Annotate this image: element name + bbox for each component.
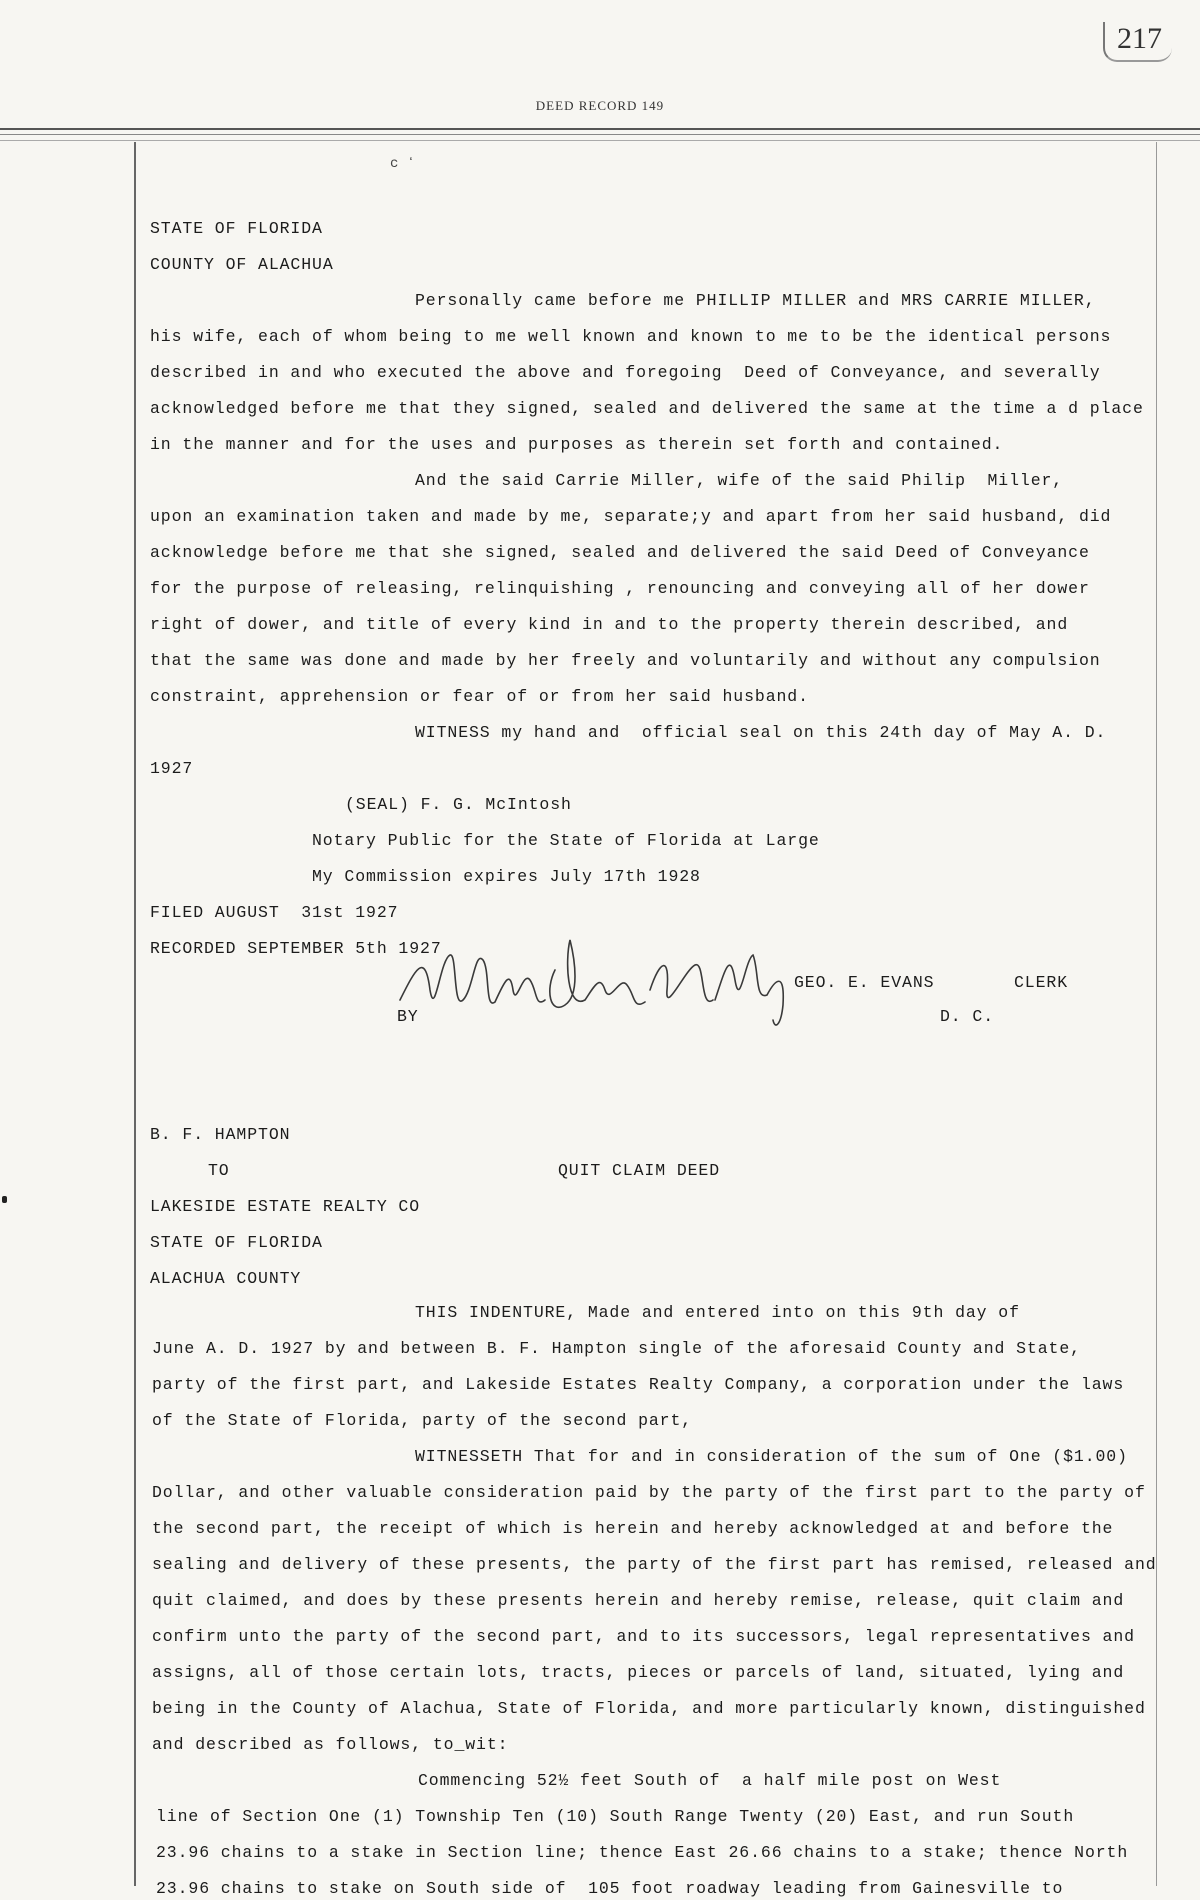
text-line: quit claimed, and does by these presents herein and hereby remise, release, quit claim and bbox=[152, 1591, 1125, 1610]
witness-line: WITNESS my hand and official seal on this 24th day of May A. D. bbox=[415, 723, 1107, 742]
text-line: Personally came before me PHILLIP MILLER and MRS CARRIE MILLER, bbox=[415, 291, 1096, 310]
text-line: assigns, all of those certain lots, tracts, pieces or parcels of land, situated, lying and bbox=[152, 1663, 1125, 1682]
left-margin-rule bbox=[134, 142, 136, 1886]
text-line: And the said Carrie Miller, wife of the said Philip Miller, bbox=[415, 471, 1064, 490]
county-heading: ALACHUA COUNTY bbox=[150, 1269, 302, 1288]
text-line: Commencing 52½ feet South of a half mile post on West bbox=[418, 1771, 1002, 1790]
recorded-date: RECORDED SEPTEMBER 5th 1927 bbox=[150, 939, 442, 958]
text-line: being in the County of Alachua, State of Florida, and more particularly known, distinguished bbox=[152, 1699, 1146, 1718]
to-label: TO bbox=[208, 1161, 230, 1180]
text-line: confirm unto the party of the second part, and to its successors, legal representatives and bbox=[152, 1627, 1135, 1646]
header-rule-tertiary bbox=[0, 140, 1200, 141]
deed-type: QUIT CLAIM DEED bbox=[558, 1161, 721, 1180]
text-line: sealing and delivery of these presents, the party of the first part has remised, released and bbox=[152, 1555, 1157, 1574]
text-line: line of Section One (1) Township Ten (10) South Range Twenty (20) East, and run South bbox=[156, 1807, 1075, 1826]
ink-spot bbox=[2, 1196, 7, 1203]
right-margin-rule bbox=[1156, 142, 1157, 1886]
commission-expiry: My Commission expires July 17th 1928 bbox=[312, 867, 701, 886]
text-line: of the State of Florida, party of the second part, bbox=[152, 1411, 693, 1430]
notary-seal: (SEAL) F. G. McIntosh bbox=[345, 795, 572, 814]
grantee-name: LAKESIDE ESTATE REALTY CO bbox=[150, 1197, 421, 1216]
text-line: upon an examination taken and made by me, separate;y and apart from her said husband, did bbox=[150, 507, 1112, 526]
text-line: constraint, apprehension or fear of or from her said husband. bbox=[150, 687, 809, 706]
text-line: in the manner and for the uses and purposes as therein set forth and contained. bbox=[150, 435, 1004, 454]
text-line: party of the first part, and Lakeside Estates Realty Company, a corporation under the laws bbox=[152, 1375, 1125, 1394]
county-heading: COUNTY OF ALACHUA bbox=[150, 255, 334, 274]
text-line: Dollar, and other valuable consideration paid by the party of the first part to the party of bbox=[152, 1483, 1146, 1502]
by-label: BY bbox=[397, 1007, 419, 1026]
text-line: right of dower, and title of every kind in and to the property therein described, and bbox=[150, 615, 1069, 634]
stray-ink-mark: c ʻ bbox=[390, 156, 416, 172]
grantor-name: B. F. HAMPTON bbox=[150, 1125, 291, 1144]
text-line: acknowledge before me that she signed, sealed and delivered the said Deed of Conveyance bbox=[150, 543, 1090, 562]
text-line: described in and who executed the above and foregoing Deed of Conveyance, and severally bbox=[150, 363, 1101, 382]
text-line: June A. D. 1927 by and between B. F. Hampton single of the aforesaid County and State, bbox=[152, 1339, 1081, 1358]
text-line: 23.96 chains to a stake in Section line; thence East 26.66 chains to a stake; thence North bbox=[156, 1843, 1129, 1862]
text-line: the second part, the receipt of which is herein and hereby acknowledged at and before the bbox=[152, 1519, 1114, 1538]
text-line: acknowledged before me that they signed, sealed and delivered the same at the time a d place bbox=[150, 399, 1144, 418]
record-header: DEED RECORD 149 bbox=[535, 98, 665, 113]
text-line: and described as follows, to_wit: bbox=[152, 1735, 509, 1754]
deputy-clerk-label: D. C. bbox=[940, 1007, 995, 1026]
filed-date: FILED AUGUST 31st 1927 bbox=[150, 903, 399, 922]
text-line: his wife, each of whom being to me well known and known to me to be the identical persons bbox=[150, 327, 1112, 346]
text-line: THIS INDENTURE, Made and entered into on this 9th day of bbox=[415, 1303, 1020, 1322]
text-line: that the same was done and made by her freely and voluntarily and without any compulsion bbox=[150, 651, 1101, 670]
state-heading: STATE OF FLORIDA bbox=[150, 219, 323, 238]
text-line: for the purpose of releasing, relinquishing , renouncing and conveying all of her dower bbox=[150, 579, 1090, 598]
clerk-name: GEO. E. EVANS bbox=[794, 973, 935, 992]
header-rule-secondary bbox=[0, 134, 1200, 135]
year-line: 1927 bbox=[150, 759, 194, 778]
notary-title: Notary Public for the State of Florida at Large bbox=[312, 831, 820, 850]
page-number: 217 bbox=[1103, 22, 1172, 62]
deputy-clerk-signature bbox=[395, 930, 825, 1040]
state-heading: STATE OF FLORIDA bbox=[150, 1233, 323, 1252]
clerk-title: CLERK bbox=[1014, 973, 1069, 992]
text-line: 23.96 chains to stake on South side of 105 foot roadway leading from Gainesville to bbox=[156, 1879, 1064, 1898]
text-line: WITNESSETH That for and in consideration of the sum of One ($1.00) bbox=[415, 1447, 1128, 1466]
header-rule bbox=[0, 128, 1200, 130]
